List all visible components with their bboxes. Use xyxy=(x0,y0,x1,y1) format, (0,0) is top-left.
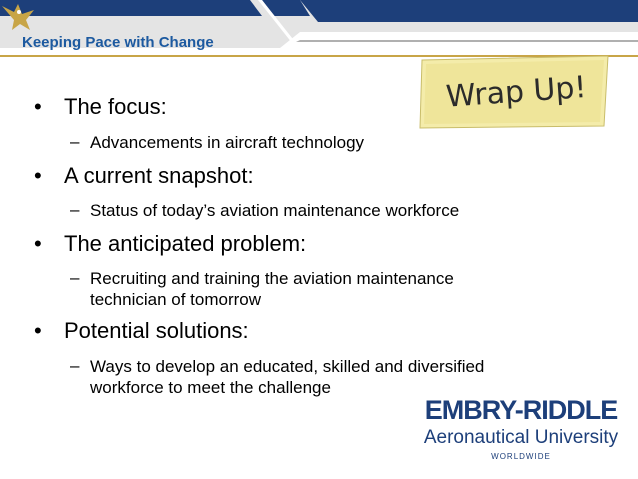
sub-item: Ways to develop an educated, skilled and diversified xyxy=(90,357,485,376)
sub-item-continued: workforce to meet the challenge xyxy=(90,378,331,397)
bullet-problem: The anticipated problem: xyxy=(64,231,307,256)
sub-item: Status of today’s aviation maintenance workforce xyxy=(90,201,460,220)
erau-logo xyxy=(410,395,632,467)
logo-name: EMBRY-RIDDLE xyxy=(424,395,618,425)
dash-marker: – xyxy=(70,268,80,287)
slide-header xyxy=(0,0,638,62)
bullet-solutions: Potential solutions: xyxy=(64,318,249,343)
logo-tagline: WORLDWIDE xyxy=(491,452,551,461)
bullet-focus: The focus: xyxy=(64,94,167,119)
bullet-marker: • xyxy=(34,231,42,256)
logo-subtitle: Aeronautical University xyxy=(423,427,619,448)
note-text: Wrap Up! xyxy=(444,69,588,115)
bullet-marker: • xyxy=(34,94,42,119)
dash-marker: – xyxy=(70,132,80,151)
header-band xyxy=(0,0,638,62)
page-title: Keeping Pace with Change xyxy=(22,34,214,51)
dash-marker: – xyxy=(70,200,80,219)
sub-item-continued: technician of tomorrow xyxy=(90,290,262,309)
bullet-marker: • xyxy=(34,318,42,343)
bullet-marker: • xyxy=(34,163,42,188)
wrap-up-note-image xyxy=(418,54,610,130)
dash-marker: – xyxy=(70,356,80,375)
bullet-snapshot: A current snapshot: xyxy=(64,163,254,188)
eagle-icon xyxy=(0,0,38,34)
sub-item: Advancements in aircraft technology xyxy=(90,133,365,152)
sub-item: Recruiting and training the aviation maintenance xyxy=(90,269,454,288)
